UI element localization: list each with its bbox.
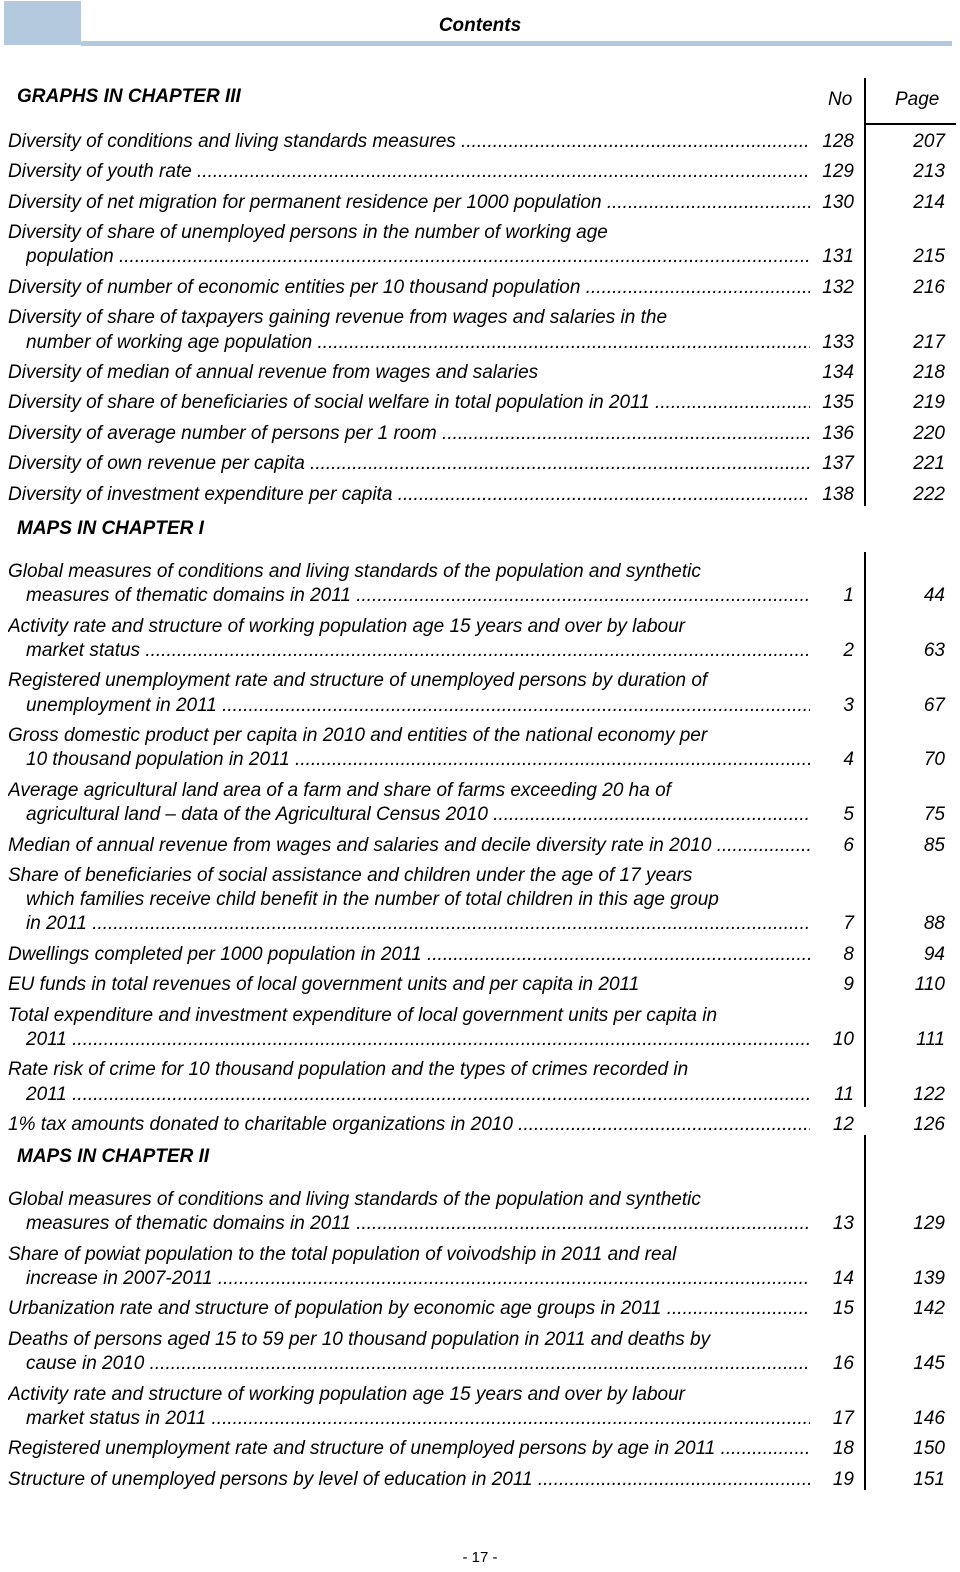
column-divider: [864, 552, 866, 1107]
entry-number: 18: [832, 1438, 854, 1460]
entry-page: 145: [913, 1353, 945, 1375]
entry-number: 128: [822, 131, 854, 152]
entry-title-line: Share of beneficiaries of social assistance and children under the age of 17 years: [8, 864, 693, 886]
page-title: Contents: [438, 15, 522, 36]
entry-number: 1: [843, 585, 854, 607]
entry-title-line: Global measures of conditions and living standards of the population and synthetic: [8, 1189, 701, 1210]
entry-number: 129: [822, 161, 854, 183]
entry-title-line: 2011 .....: [26, 1028, 810, 1052]
entry-title-line: Urbanization rate and structure of population by economic age groups in 2011 .....: [8, 1297, 810, 1321]
entry-title-line: 2011 .....: [26, 1083, 810, 1107]
entry-title-line: cause in 2010 .....: [26, 1352, 810, 1376]
entry-number: 14: [832, 1267, 854, 1289]
entry-title-line: Dwellings completed per 1000 population in 2011 .....: [8, 943, 810, 967]
entry-page: 218: [913, 362, 945, 383]
entry-number: 6: [843, 834, 854, 856]
entry-number: 17: [832, 1407, 854, 1429]
entry-title-line: Rate risk of crime for 10 thousand population and the types of crimes recorded in: [8, 1059, 689, 1081]
entry-number: 13: [832, 1213, 854, 1235]
column-header-no: No: [828, 89, 853, 110]
entry-page: 129: [913, 1213, 945, 1235]
entry-number: 133: [822, 331, 854, 353]
entry-title-line: Registered unemployment rate and structure of unemployed persons by age in 2011 .....: [8, 1437, 810, 1461]
entry-title-line: 1% tax amounts donated to charitable organizations in 2010 .....: [8, 1113, 810, 1137]
entry-title-line: Median of annual revenue from wages and salaries and decile diversity rate in 2010 .....: [8, 834, 810, 858]
entry-title-line: Diversity of own revenue per capita .....: [8, 452, 810, 476]
entry-title-line: Average agricultural land area of a farm and share of farms exceeding 20 ha of: [8, 779, 671, 801]
entry-title-line: Diversity of investment expenditure per capita .....: [8, 483, 810, 507]
entry-number: 11: [834, 1083, 854, 1105]
entry-title-line: market status .....: [26, 639, 810, 663]
entry-title-line: Activity rate and structure of working population age 15 years and over by labour: [8, 615, 685, 637]
entry-title-line: Gross domestic product per capita in 2010 and entities of the national economy per: [8, 725, 708, 747]
entry-title-line: Diversity of median of annual revenue from wages and salaries: [8, 362, 539, 383]
entry-number: 131: [822, 246, 854, 268]
section-title: MAPS IN CHAPTER II: [17, 1146, 210, 1167]
entry-title-line: Diversity of number of economic entities per 10 thousand population .....: [8, 276, 810, 300]
entry-title-line: in 2011 .....: [26, 912, 810, 936]
entry-page: 67: [923, 694, 945, 716]
entry-page: 94: [923, 943, 945, 965]
entry-page: 44: [923, 585, 945, 607]
section-title: MAPS IN CHAPTER I: [17, 518, 204, 539]
entry-page: 126: [913, 1114, 945, 1136]
entry-title-line: agricultural land – data of the Agricultural Census 2010 .....: [26, 803, 810, 827]
entry-title-line: Activity rate and structure of working population age 15 years and over by labour: [8, 1383, 685, 1405]
entry-title-line: Diversity of share of unemployed persons in the number of working age: [8, 222, 608, 244]
entry-title-line: Deaths of persons aged 15 to 59 per 10 thousand population in 2011 and deaths by: [8, 1328, 711, 1350]
entry-page: 70: [923, 749, 945, 771]
entry-page: 146: [913, 1407, 945, 1429]
entry-number: 137: [822, 453, 854, 475]
entry-page: 219: [913, 392, 945, 414]
entry-number: 136: [822, 422, 854, 444]
column-header-page: Page: [895, 89, 940, 110]
entry-page: 216: [913, 276, 945, 298]
entry-number: 9: [843, 974, 854, 996]
column-header-rule: [864, 123, 956, 125]
entry-page: 150: [913, 1438, 945, 1460]
entry-title-line: EU funds in total revenues of local government units and per capita in 2011: [8, 974, 640, 996]
entry-page: 63: [923, 639, 945, 661]
entry-title-line: measures of thematic domains in 2011 .....: [26, 584, 810, 608]
entry-title-line: number of working age population .....: [26, 331, 810, 355]
entry-page: 75: [923, 804, 945, 826]
entry-number: 3: [843, 694, 854, 716]
entry-number: 138: [822, 483, 854, 505]
entry-number: 12: [832, 1114, 854, 1136]
entry-page: 220: [913, 422, 945, 444]
entry-number: 10: [832, 1028, 854, 1050]
entry-page: 222: [913, 483, 945, 505]
entry-title-line: Diversity of youth rate .....: [8, 160, 810, 184]
entry-page: 151: [913, 1468, 945, 1490]
entry-page: 122: [913, 1083, 945, 1105]
page-number: - 17 -: [462, 1549, 498, 1566]
entry-number: 132: [822, 276, 854, 298]
entry-number: 134: [822, 362, 854, 383]
entry-title-line: which families receive child benefit in the number of total children in this age group: [26, 889, 719, 911]
entry-page: 221: [913, 453, 945, 475]
entry-title-line: Share of powiat population to the total population of voivodship in 2011 and real: [8, 1243, 677, 1265]
entry-page: 85: [923, 834, 945, 856]
entry-number: 8: [843, 943, 854, 965]
entry-page: 142: [913, 1298, 945, 1320]
entry-title-line: Diversity of share of taxpayers gaining revenue from wages and salaries in the: [8, 307, 668, 329]
entry-page: 139: [913, 1267, 945, 1289]
entry-number: 15: [832, 1298, 854, 1320]
entry-number: 7: [843, 913, 854, 935]
entry-title-line: population .....: [26, 245, 810, 269]
entry-page: 213: [913, 161, 945, 183]
entry-page: 217: [913, 331, 945, 353]
entry-number: 19: [832, 1468, 854, 1490]
entry-title-line: Total expenditure and investment expenditure of local government units per capita in: [8, 1004, 718, 1026]
column-divider: [864, 1135, 866, 1490]
entry-title-line: measures of thematic domains in 2011 .....: [26, 1212, 810, 1236]
entry-page: 214: [913, 191, 945, 213]
entry-title-line: Global measures of conditions and living standards of the population and synthetic: [8, 561, 701, 582]
header-rule: [81, 41, 952, 46]
entry-title-line: increase in 2007-2011 .....: [26, 1267, 810, 1291]
entry-title-line: Diversity of net migration for permanent residence per 1000 population .....: [8, 191, 810, 215]
entry-page: 110: [914, 974, 945, 996]
entry-number: 2: [843, 639, 854, 661]
entry-number: 4: [843, 749, 854, 771]
entry-page: 215: [913, 246, 945, 268]
entry-page: 207: [913, 131, 945, 152]
entry-title-line: Registered unemployment rate and structure of unemployed persons by duration of: [8, 670, 708, 692]
entry-title-line: Structure of unemployed persons by level of education in 2011 .....: [8, 1468, 810, 1492]
entry-number: 16: [832, 1353, 854, 1375]
entry-title-line: Diversity of share of beneficiaries of social welfare in total population in 2011 .....: [8, 391, 810, 415]
entry-number: 130: [822, 191, 854, 213]
entry-title-line: unemployment in 2011 .....: [26, 694, 810, 718]
entry-title-line: 10 thousand population in 2011 .....: [26, 748, 810, 772]
entry-number: 5: [843, 804, 854, 826]
column-divider: [864, 78, 866, 506]
entry-title-line: Diversity of average number of persons per 1 room .....: [8, 422, 810, 446]
entry-page: 111: [916, 1028, 945, 1050]
entry-title-line: market status in 2011 .....: [26, 1407, 810, 1431]
entry-number: 135: [822, 392, 854, 414]
entry-title-line: Diversity of conditions and living standards measures .....: [8, 130, 810, 154]
entry-page: 88: [923, 913, 945, 935]
section-title: GRAPHS IN CHAPTER III: [17, 86, 241, 107]
